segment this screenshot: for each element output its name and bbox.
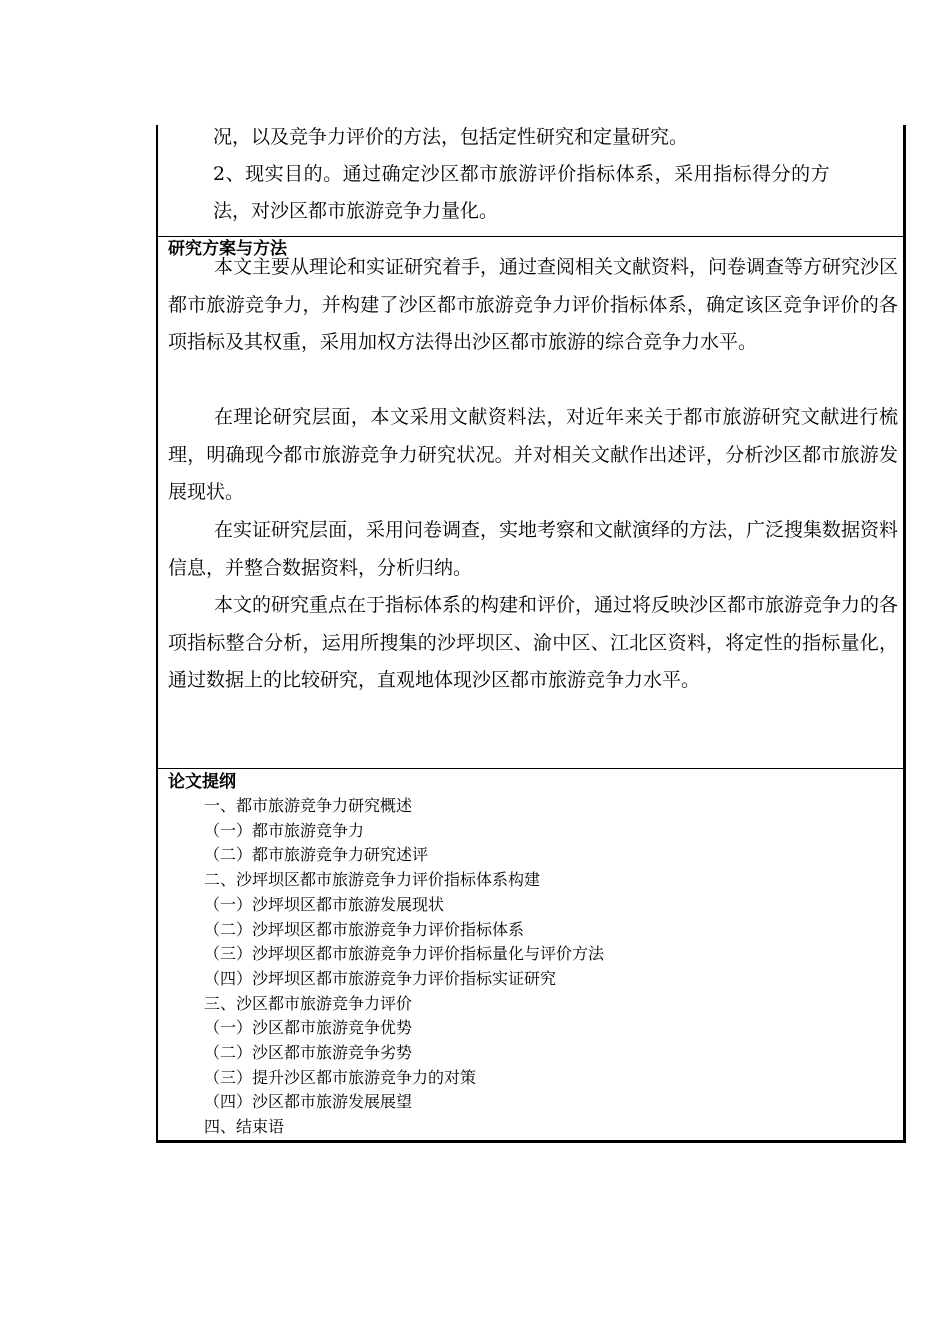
outline-item: （一）沙坪坝区都市旅游发展现状 xyxy=(204,894,445,914)
outline-section xyxy=(158,769,903,1140)
outline-item: （三）提升沙区都市旅游竞争力的对策 xyxy=(204,1067,477,1087)
outline-item: （二）沙区都市旅游竞争劣势 xyxy=(204,1043,413,1062)
outline-item: （二）都市旅游竞争力研究述评 xyxy=(204,845,429,865)
section-heading: 研究方案与方法 xyxy=(168,239,287,259)
outline-item: （四）沙区都市旅游发展展望 xyxy=(204,1092,413,1112)
outline-item: （一）都市旅游竞争力 xyxy=(204,820,365,840)
outline-item: 四、结束语 xyxy=(204,1117,285,1137)
paragraph: 本文主要从理论和实证研究着手，通过查阅相关文献资料，问卷调查等方研究沙区都市旅游竞争力，并构建了沙区都市旅游竞争力评价指标体系，确定该区竞争评价的各项指标及其权重，采用加权方法得出沙区都市旅游的综合竞争力水平。 xyxy=(168,256,899,353)
outline-item: （三）沙坪坝区都市旅游竞争力评价指标量化与评价方法 xyxy=(204,944,605,964)
outline-item: （一）沙区都市旅游竞争优势 xyxy=(204,1018,413,1038)
section-heading: 论文提纲 xyxy=(168,772,236,792)
proposal-form-table xyxy=(156,125,906,1143)
objective-line: 况，以及竞争力评价的方法，包括定性研究和定量研究。 xyxy=(213,126,689,148)
objectives-section xyxy=(158,125,903,237)
paragraph: 在实证研究层面，采用问卷调查，实地考察和文献演绎的方法，广泛搜集数据资料信息，并整合数据资料，分析归纳。 xyxy=(168,519,899,579)
objective-line: 2、现实目的。通过确定沙区都市旅游评价指标体系，采用指标得分的方 xyxy=(213,163,831,185)
outline-item: （二）沙坪坝区都市旅游竞争力评价指标体系 xyxy=(204,919,525,939)
paragraph: 在理论研究层面，本文采用文献资料法，对近年来关于都市旅游研究文献进行梳理，明确现今都市旅游竞争力研究状况。并对相关文献作出述评，分析沙区都市旅游发展现状。 xyxy=(168,406,898,503)
outline-item: （四）沙坪坝区都市旅游竞争力评价指标实证研究 xyxy=(204,968,557,988)
objective-line: 法，对沙区都市旅游竞争力量化。 xyxy=(213,200,499,222)
outline-item: 二、沙坪坝区都市旅游竞争力评价指标体系构建 xyxy=(204,870,541,890)
outline-item: 三、沙区都市旅游竞争力评价 xyxy=(204,993,413,1013)
outline-item: 一、都市旅游竞争力研究概述 xyxy=(204,796,413,815)
methods-section xyxy=(158,237,903,769)
paragraph: 本文的研究重点在于指标体系的构建和评价，通过将反映沙区都市旅游竞争力的各项指标整合分析，运用所搜集的沙坪坝区、渝中区、江北区资料，将定性的指标量化，通过数据上的比较研究，直观地体现沙区都市旅游竞争力水平。 xyxy=(168,594,899,691)
